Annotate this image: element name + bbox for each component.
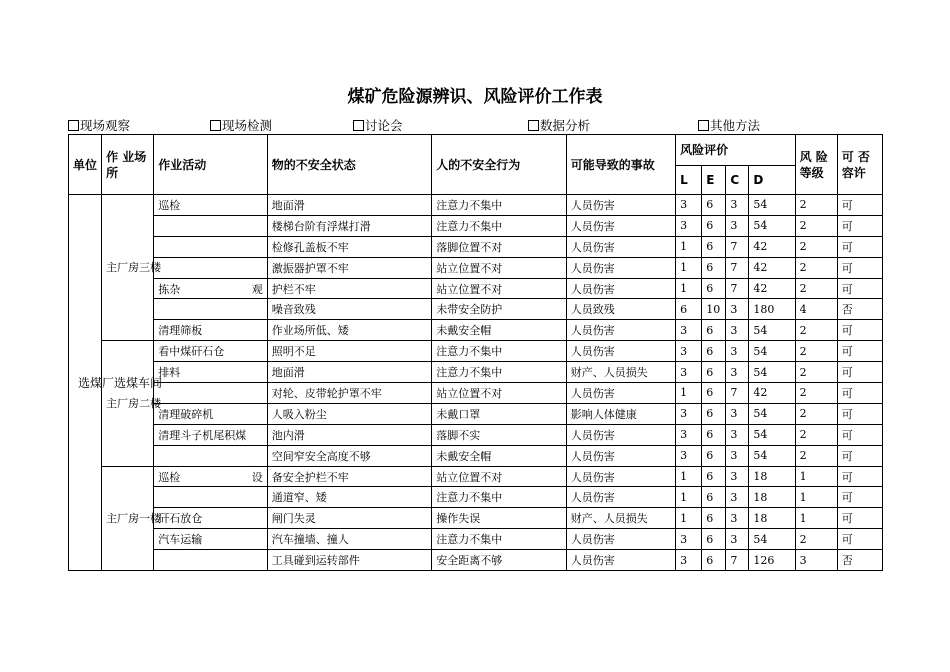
thing-state-cell: 地面滑 bbox=[267, 195, 432, 216]
risk-table bbox=[68, 134, 883, 571]
place-cell: 主厂房三楼 bbox=[102, 195, 154, 341]
accident-cell: 财产、人员损失 bbox=[566, 362, 675, 383]
l-value: 3 bbox=[676, 424, 702, 445]
checkbox-icon[interactable] bbox=[528, 120, 539, 131]
method-item[interactable]: 现场观察 bbox=[68, 116, 130, 134]
accident-cell: 人员伤害 bbox=[566, 215, 675, 236]
thing-state-cell: 照明不足 bbox=[267, 341, 432, 362]
acceptable-cell: 可 bbox=[837, 257, 882, 278]
human-behavior-cell: 落脚不实 bbox=[432, 424, 566, 445]
accident-cell: 财产、人员损失 bbox=[566, 508, 675, 529]
d-value: 54 bbox=[749, 341, 795, 362]
accident-cell: 人员伤害 bbox=[566, 445, 675, 466]
activity-cell: 清理破碎机 bbox=[154, 403, 267, 424]
c-value: 3 bbox=[726, 362, 749, 383]
risk-level-cell: 1 bbox=[795, 487, 837, 508]
thing-state-cell: 护栏不牢 bbox=[267, 278, 432, 299]
d-value: 42 bbox=[749, 236, 795, 257]
unit-cell: 选煤厂选煤车间 bbox=[69, 195, 102, 571]
risk-level-cell: 2 bbox=[795, 383, 837, 404]
header-unit: 单位 bbox=[69, 135, 102, 195]
header-human-behavior: 人的不安全行为 bbox=[432, 135, 566, 195]
thing-state-cell: 池内滑 bbox=[267, 424, 432, 445]
thing-state-cell: 汽车撞墙、撞人 bbox=[267, 529, 432, 550]
activity-cell: 巡检 设 bbox=[154, 466, 267, 487]
page-title: 煤矿危险源辨识、风险评价工作表 bbox=[347, 87, 603, 107]
activity-cell: 矸石放仓 bbox=[154, 508, 267, 529]
method-item[interactable]: 讨论会 bbox=[353, 116, 403, 134]
table-row bbox=[69, 445, 883, 466]
risk-level-cell: 2 bbox=[795, 341, 837, 362]
c-value: 3 bbox=[726, 403, 749, 424]
e-value: 6 bbox=[702, 341, 726, 362]
l-value: 1 bbox=[676, 508, 702, 529]
d-value: 54 bbox=[749, 320, 795, 341]
method-item[interactable]: 数据分析 bbox=[528, 116, 590, 134]
d-value: 54 bbox=[749, 215, 795, 236]
d-value: 18 bbox=[749, 508, 795, 529]
thing-state-cell: 激振器护罩不牢 bbox=[267, 257, 432, 278]
e-value: 6 bbox=[702, 320, 726, 341]
risk-level-cell: 2 bbox=[795, 257, 837, 278]
d-value: 42 bbox=[749, 278, 795, 299]
header-activity: 作业活动 bbox=[154, 135, 267, 195]
risk-level-cell: 2 bbox=[795, 236, 837, 257]
header-risk-eval: 风险评价 bbox=[676, 135, 795, 166]
e-value: 6 bbox=[702, 487, 726, 508]
d-value: 42 bbox=[749, 383, 795, 404]
header-thing-state: 物的不安全状态 bbox=[267, 135, 432, 195]
header-d: D bbox=[749, 166, 795, 195]
e-value: 6 bbox=[702, 278, 726, 299]
c-value: 3 bbox=[726, 487, 749, 508]
accident-cell: 人员伤害 bbox=[566, 424, 675, 445]
table-row bbox=[69, 362, 883, 383]
activity-cell bbox=[154, 299, 267, 320]
c-value: 3 bbox=[726, 195, 749, 216]
checkbox-icon[interactable] bbox=[210, 120, 221, 131]
human-behavior-cell: 未戴安全帽 bbox=[432, 320, 566, 341]
activity-cell bbox=[154, 215, 267, 236]
accident-cell: 影响人体健康 bbox=[566, 403, 675, 424]
human-behavior-cell: 站立位置不对 bbox=[432, 257, 566, 278]
acceptable-cell: 可 bbox=[837, 383, 882, 404]
thing-state-cell: 作业场所低、矮 bbox=[267, 320, 432, 341]
accident-cell: 人员伤害 bbox=[566, 320, 675, 341]
l-value: 3 bbox=[676, 550, 702, 571]
risk-level-cell: 2 bbox=[795, 424, 837, 445]
e-value: 6 bbox=[702, 257, 726, 278]
c-value: 7 bbox=[726, 550, 749, 571]
table-row bbox=[69, 529, 883, 550]
accident-cell: 人员致残 bbox=[566, 299, 675, 320]
header-l: L bbox=[676, 166, 702, 195]
e-value: 6 bbox=[702, 529, 726, 550]
c-value: 3 bbox=[726, 424, 749, 445]
header-risk-level: 风 险等级 bbox=[795, 135, 837, 195]
e-value: 6 bbox=[702, 362, 726, 383]
human-behavior-cell: 注意力不集中 bbox=[432, 362, 566, 383]
c-value: 7 bbox=[726, 278, 749, 299]
thing-state-cell: 工具碰到运转部件 bbox=[267, 550, 432, 571]
accident-cell: 人员伤害 bbox=[566, 550, 675, 571]
e-value: 6 bbox=[702, 383, 726, 404]
accident-cell: 人员伤害 bbox=[566, 383, 675, 404]
table-row bbox=[69, 487, 883, 508]
activity-cell bbox=[154, 257, 267, 278]
accident-cell: 人员伤害 bbox=[566, 529, 675, 550]
table-row bbox=[69, 278, 883, 299]
checkbox-icon[interactable] bbox=[353, 120, 364, 131]
l-value: 3 bbox=[676, 529, 702, 550]
l-value: 1 bbox=[676, 383, 702, 404]
acceptable-cell: 可 bbox=[837, 278, 882, 299]
l-value: 1 bbox=[676, 257, 702, 278]
activity-cell: 拣杂 观 bbox=[154, 278, 267, 299]
d-value: 54 bbox=[749, 529, 795, 550]
thing-state-cell: 检修孔盖板不牢 bbox=[267, 236, 432, 257]
table-row bbox=[69, 466, 883, 487]
thing-state-cell: 人吸入粉尘 bbox=[267, 403, 432, 424]
e-value: 6 bbox=[702, 195, 726, 216]
d-value: 18 bbox=[749, 466, 795, 487]
activity-cell bbox=[154, 550, 267, 571]
activity-cell: 清理筛板 bbox=[154, 320, 267, 341]
l-value: 1 bbox=[676, 236, 702, 257]
header-e: E bbox=[702, 166, 726, 195]
method-item[interactable]: 现场检测 bbox=[210, 116, 272, 134]
acceptable-cell: 否 bbox=[837, 299, 882, 320]
place-cell: 主厂房一楼 bbox=[102, 466, 154, 570]
thing-state-cell: 地面滑 bbox=[267, 362, 432, 383]
acceptable-cell: 可 bbox=[837, 487, 882, 508]
checkbox-icon[interactable] bbox=[698, 120, 709, 131]
d-value: 180 bbox=[749, 299, 795, 320]
l-value: 3 bbox=[676, 215, 702, 236]
table-row bbox=[69, 424, 883, 445]
accident-cell: 人员伤害 bbox=[566, 257, 675, 278]
acceptable-cell: 可 bbox=[837, 341, 882, 362]
c-value: 3 bbox=[726, 508, 749, 529]
e-value: 6 bbox=[702, 403, 726, 424]
checkbox-icon[interactable] bbox=[68, 120, 79, 131]
d-value: 54 bbox=[749, 424, 795, 445]
d-value: 18 bbox=[749, 487, 795, 508]
thing-state-cell: 噪音致残 bbox=[267, 299, 432, 320]
activity-cell: 清理斗子机尾积煤 bbox=[154, 424, 267, 445]
risk-level-cell: 2 bbox=[795, 320, 837, 341]
l-value: 3 bbox=[676, 362, 702, 383]
c-value: 3 bbox=[726, 299, 749, 320]
l-value: 3 bbox=[676, 320, 702, 341]
l-value: 6 bbox=[676, 299, 702, 320]
human-behavior-cell: 注意力不集中 bbox=[432, 215, 566, 236]
acceptable-cell: 可 bbox=[837, 445, 882, 466]
activity-cell: 汽车运输 bbox=[154, 529, 267, 550]
e-value: 6 bbox=[702, 550, 726, 571]
acceptable-cell: 可 bbox=[837, 529, 882, 550]
acceptable-cell: 否 bbox=[837, 550, 882, 571]
l-value: 3 bbox=[676, 403, 702, 424]
acceptable-cell: 可 bbox=[837, 466, 882, 487]
method-checklist bbox=[0, 116, 950, 134]
activity-cell: 巡检 bbox=[154, 195, 267, 216]
human-behavior-cell: 未戴安全帽 bbox=[432, 445, 566, 466]
table-row bbox=[69, 195, 883, 216]
c-value: 3 bbox=[726, 320, 749, 341]
risk-level-cell: 1 bbox=[795, 508, 837, 529]
e-value: 6 bbox=[702, 215, 726, 236]
activity-cell bbox=[154, 445, 267, 466]
human-behavior-cell: 注意力不集中 bbox=[432, 341, 566, 362]
human-behavior-cell: 注意力不集中 bbox=[432, 195, 566, 216]
e-value: 6 bbox=[702, 236, 726, 257]
accident-cell: 人员伤害 bbox=[566, 341, 675, 362]
human-behavior-cell: 安全距离不够 bbox=[432, 550, 566, 571]
d-value: 54 bbox=[749, 362, 795, 383]
human-behavior-cell: 操作失误 bbox=[432, 508, 566, 529]
header-acceptable: 可 否容许 bbox=[837, 135, 882, 195]
acceptable-cell: 可 bbox=[837, 195, 882, 216]
acceptable-cell: 可 bbox=[837, 215, 882, 236]
accident-cell: 人员伤害 bbox=[566, 278, 675, 299]
d-value: 54 bbox=[749, 195, 795, 216]
activity-cell bbox=[154, 383, 267, 404]
human-behavior-cell: 站立位置不对 bbox=[432, 278, 566, 299]
l-value: 1 bbox=[676, 278, 702, 299]
risk-level-cell: 2 bbox=[795, 529, 837, 550]
table-row bbox=[69, 215, 883, 236]
header-accident: 可能导致的事故 bbox=[566, 135, 675, 195]
l-value: 1 bbox=[676, 466, 702, 487]
c-value: 7 bbox=[726, 383, 749, 404]
risk-level-cell: 1 bbox=[795, 466, 837, 487]
thing-state-cell: 楼梯台阶有浮煤打滑 bbox=[267, 215, 432, 236]
l-value: 3 bbox=[676, 445, 702, 466]
human-behavior-cell: 注意力不集中 bbox=[432, 487, 566, 508]
thing-state-cell: 通道窄、矮 bbox=[267, 487, 432, 508]
acceptable-cell: 可 bbox=[837, 362, 882, 383]
d-value: 126 bbox=[749, 550, 795, 571]
l-value: 1 bbox=[676, 487, 702, 508]
human-behavior-cell: 落脚位置不对 bbox=[432, 236, 566, 257]
c-value: 7 bbox=[726, 236, 749, 257]
table-row bbox=[69, 320, 883, 341]
activity-cell: 排料 bbox=[154, 362, 267, 383]
accident-cell: 人员伤害 bbox=[566, 195, 675, 216]
risk-level-cell: 2 bbox=[795, 362, 837, 383]
table-row bbox=[69, 508, 883, 529]
human-behavior-cell: 注意力不集中 bbox=[432, 529, 566, 550]
e-value: 6 bbox=[702, 424, 726, 445]
thing-state-cell: 闸门失灵 bbox=[267, 508, 432, 529]
risk-level-cell: 2 bbox=[795, 278, 837, 299]
human-behavior-cell: 站立位置不对 bbox=[432, 466, 566, 487]
d-value: 54 bbox=[749, 403, 795, 424]
risk-level-cell: 2 bbox=[795, 215, 837, 236]
risk-level-cell: 4 bbox=[795, 299, 837, 320]
acceptable-cell: 可 bbox=[837, 236, 882, 257]
table-row bbox=[69, 257, 883, 278]
c-value: 3 bbox=[726, 529, 749, 550]
c-value: 3 bbox=[726, 466, 749, 487]
l-value: 3 bbox=[676, 341, 702, 362]
activity-cell bbox=[154, 236, 267, 257]
d-value: 42 bbox=[749, 257, 795, 278]
c-value: 3 bbox=[726, 215, 749, 236]
e-value: 6 bbox=[702, 508, 726, 529]
human-behavior-cell: 未戴口罩 bbox=[432, 403, 566, 424]
risk-level-cell: 3 bbox=[795, 550, 837, 571]
method-item[interactable]: 其他方法 bbox=[698, 116, 760, 134]
header-c: C bbox=[726, 166, 749, 195]
c-value: 3 bbox=[726, 445, 749, 466]
human-behavior-cell: 未带安全防护 bbox=[432, 299, 566, 320]
c-value: 3 bbox=[726, 341, 749, 362]
table-row bbox=[69, 403, 883, 424]
table-row bbox=[69, 236, 883, 257]
e-value: 10 bbox=[702, 299, 726, 320]
accident-cell: 人员伤害 bbox=[566, 487, 675, 508]
acceptable-cell: 可 bbox=[837, 403, 882, 424]
d-value: 54 bbox=[749, 445, 795, 466]
risk-level-cell: 2 bbox=[795, 445, 837, 466]
table-row bbox=[69, 550, 883, 571]
acceptable-cell: 可 bbox=[837, 320, 882, 341]
activity-cell bbox=[154, 487, 267, 508]
table-row bbox=[69, 383, 883, 404]
risk-level-cell: 2 bbox=[795, 195, 837, 216]
l-value: 3 bbox=[676, 195, 702, 216]
accident-cell: 人员伤害 bbox=[566, 236, 675, 257]
human-behavior-cell: 站立位置不对 bbox=[432, 383, 566, 404]
thing-state-cell: 对轮、皮带轮护罩不牢 bbox=[267, 383, 432, 404]
e-value: 6 bbox=[702, 466, 726, 487]
acceptable-cell: 可 bbox=[837, 508, 882, 529]
risk-level-cell: 2 bbox=[795, 403, 837, 424]
acceptable-cell: 可 bbox=[837, 424, 882, 445]
activity-cell: 看中煤矸石仓 bbox=[154, 341, 267, 362]
header-place: 作 业场所 bbox=[102, 135, 154, 195]
accident-cell: 人员伤害 bbox=[566, 466, 675, 487]
place-cell: 主厂房二楼 bbox=[102, 341, 154, 466]
table-row bbox=[69, 341, 883, 362]
thing-state-cell: 空间窄安全高度不够 bbox=[267, 445, 432, 466]
c-value: 7 bbox=[726, 257, 749, 278]
table-row bbox=[69, 299, 883, 320]
e-value: 6 bbox=[702, 445, 726, 466]
thing-state-cell: 备安全护栏不牢 bbox=[267, 466, 432, 487]
